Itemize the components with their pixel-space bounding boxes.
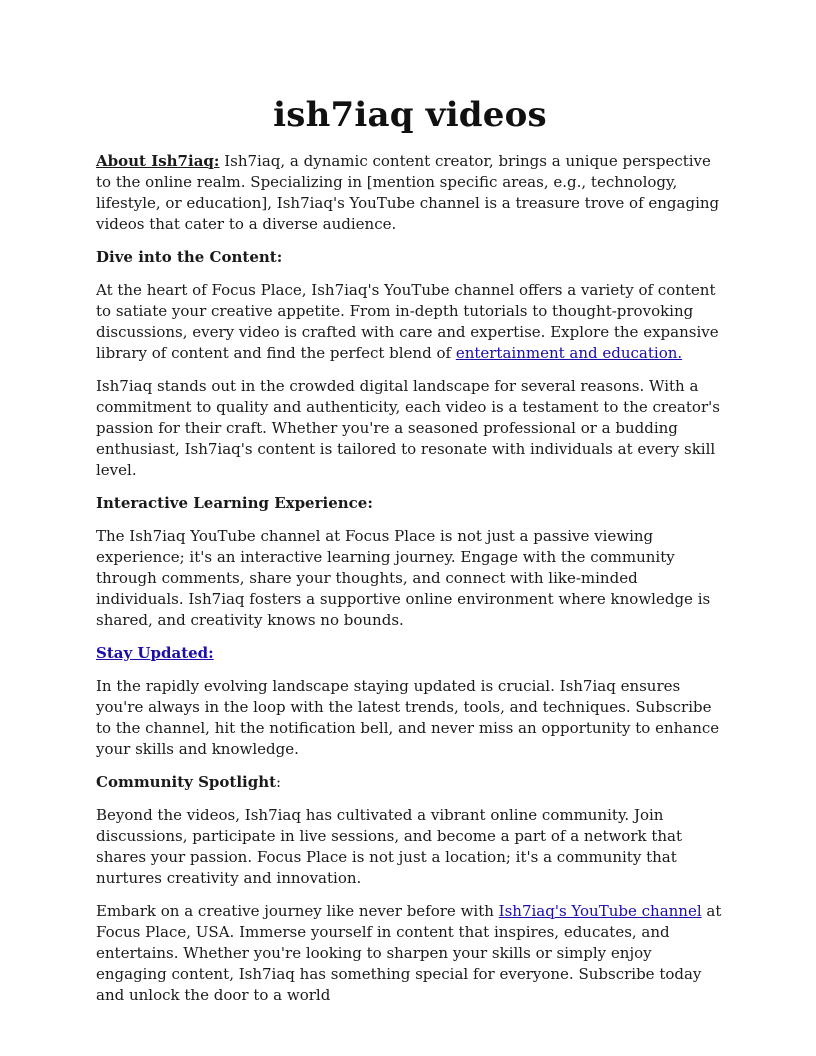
dive-paragraph-1 <box>96 280 724 364</box>
entertainment-education-link[interactable]: entertainment and education. <box>455 344 683 362</box>
community-paragraph: Beyond the videos, Ish7iaq has cultivated a vibrant online community. Join discussions, participate in live sessions, and become a part of a network that shares your passion. Focus Place is not just a location; it's a community that nurtures creativity and innovation. <box>96 806 683 887</box>
closing-paragraph <box>96 901 724 1006</box>
dive-heading: Dive into the Content: <box>96 248 283 266</box>
about-label: About Ish7iaq: <box>96 152 220 170</box>
interactive-heading: Interactive Learning Experience: <box>96 494 373 512</box>
closing-text-after: at Focus Place, USA. Immerse yourself in content that inspires, educates, and entertains. Whether you're looking to sharpen your skills or simply enjoy engaging content, Ish7iaq has something special for everyone. Subscribe today and unlock the door to a world <box>96 902 722 1004</box>
dive-paragraph-2: Ish7iaq stands out in the crowded digital landscape for several reasons. With a commitment to quality and authenticity, each video is a testament to the creator's passion for their craft. Whether you're a seasoned professional or a budding enthusiast, Ish7iaq's content is tailored to resonate with individuals at every skill level. <box>96 377 720 479</box>
stay-updated-link[interactable]: Stay Updated: <box>96 644 214 662</box>
community-heading-text: Community Spotlight <box>96 773 277 791</box>
community-heading <box>96 772 724 793</box>
stay-updated-heading <box>96 643 724 664</box>
page-title: ish7iaq videos <box>273 95 547 135</box>
document-page <box>96 0 724 1006</box>
dive-text: At the heart of Focus Place, Ish7iaq's YouTube channel offers a variety of content to satiate your creative appetite. From in-depth tutorials to thought-provoking discussions, every video is crafted with care and expertise. Explore the expansive library of content and find the perfect blend of <box>96 281 719 362</box>
stay-updated-paragraph: In the rapidly evolving landscape staying updated is crucial. Ish7iaq ensures you're always in the loop with the latest trends, tools, and techniques. Subscribe to the channel, hit the notification bell, and never miss an opportunity to enhance your skills and knowledge. <box>96 677 720 758</box>
youtube-channel-link[interactable]: Ish7iaq's YouTube channel <box>498 902 702 920</box>
community-heading-colon: : <box>276 773 282 791</box>
closing-text-before: Embark on a creative journey like never before with <box>96 902 499 920</box>
about-paragraph <box>96 151 724 235</box>
about-text: Ish7iaq, a dynamic content creator, brings a unique perspective to the online realm. Specializing in [mention specific areas, e.g., technology, lifestyle, or education], Ish7iaq's YouTube channel is a treasure trove of engaging videos that cater to a diverse audience. <box>96 152 720 233</box>
interactive-paragraph: The Ish7iaq YouTube channel at Focus Place is not just a passive viewing experience; it's an interactive learning journey. Engage with the community through comments, share your thoughts, and connect with like-minded individuals. Ish7iaq fosters a supportive online environment where knowledge is shared, and creativity knows no bounds. <box>96 527 711 629</box>
